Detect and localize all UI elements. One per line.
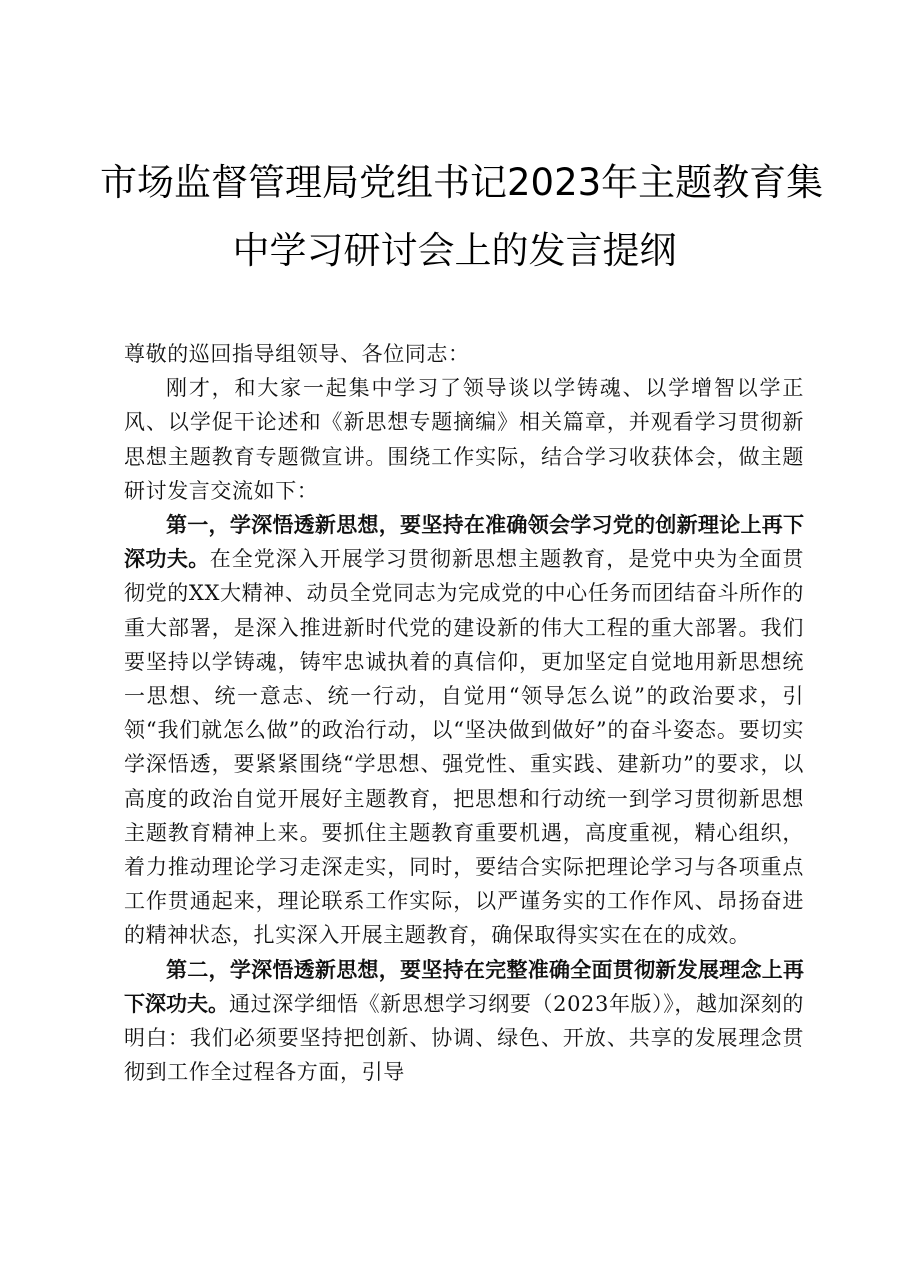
document-title-line-1: 市场监督管理局党组书记2023年主题教育集 <box>100 161 824 204</box>
paragraph-lead: 第一，学深悟透新思想，要坚持在准确领会学习党的创新理论上再下深功夫。 <box>124 513 804 572</box>
paragraph-second-point <box>124 953 804 1090</box>
paragraph-intro <box>124 371 804 508</box>
paragraph-first-point <box>124 508 804 953</box>
paragraph-text: 刚才，和大家一起集中学习了领导谈以学铸魂、以学增智以学正风、以学促干论述和《新思想专题摘编》相关篇章，并观看学习贯彻新思想主题教育专题微宣讲。围绕工作实际，结合学习收获体会，做主题研讨发言交流如下： <box>124 376 804 503</box>
salutation: 尊敬的巡回指导组领导、各位同志： <box>124 342 470 366</box>
document-title-line-2: 中学习研讨会上的发言提纲 <box>232 229 677 272</box>
document-body <box>124 337 804 1089</box>
paragraph-lead: 第二，学深悟透新思想，要坚持在完整准确全面贯彻新发展理念上再下深功夫。 <box>124 957 804 1016</box>
paragraph-text: 通过深学细悟《新思想学习纲要（2023年版）》，越加深刻的明白：我们必须要坚持把创新、协调、绿色、开放、共享的发展理念贯彻到工作全过程各方面，引导 <box>124 991 805 1085</box>
paragraph-text: 在全党深入开展学习贯彻新思想主题教育，是党中央为全面贯彻党的XX大精神、动员全党同志为完成党的中心任务而团结奋斗所作的重大部署，是深入推进新时代党的建设新的伟大工程的重大部署。我们要坚持以学铸魂，铸牢忠诚执着的真信仰，更加坚定自觉地用新思想统一思想、统一意志、统一行动，自觉用“领导怎么说”的政治要求，引领“我们就怎么做”的政治行动，以“坚决做到做好”的奋斗姿态。要切实学深悟透，要紧紧围绕“学思想、强党性、重实践、建新功”的要求，以高度的政治自觉开展好主题教育，把思想和行动统一到学习贯彻新思想主题教育精神上来。要抓住主题教育重要机遇，高度重视，精心组织，着力推动理论学习走深走实，同时，要结合实际把理论学习与各项重点工作贯通起来，理论联系工作实际，以严谨务实的工作作风、昂扬奋进的精神状态，扎实深入开展主题教育，确保取得实实在在的成效。 <box>124 547 805 948</box>
